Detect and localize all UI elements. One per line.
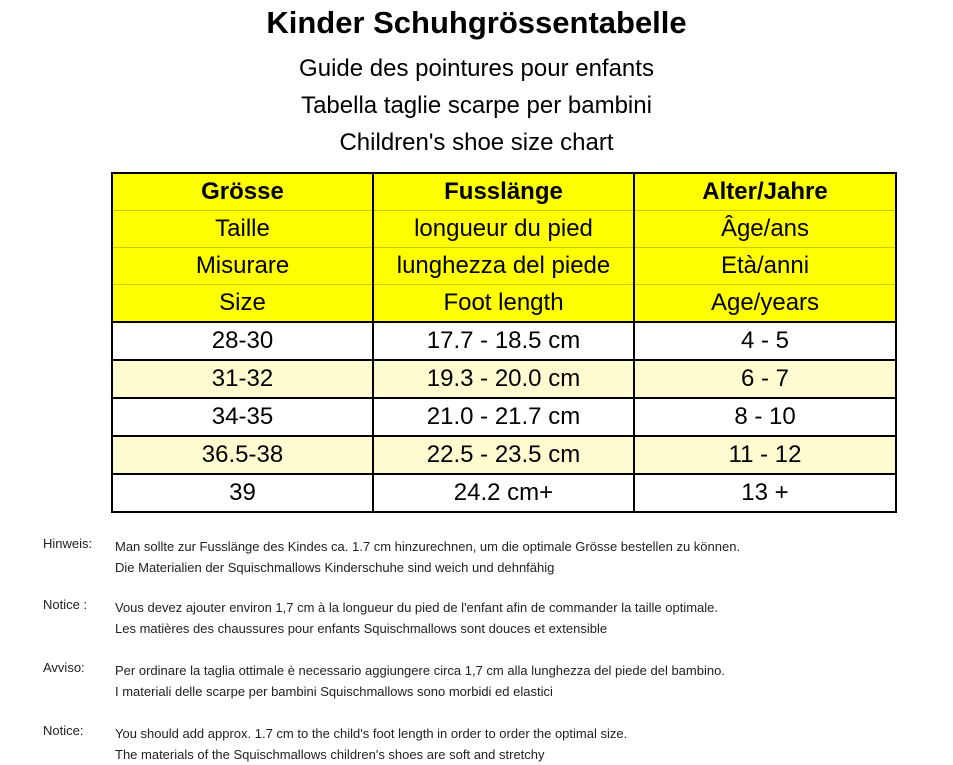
header-cell-size: Grösse	[112, 173, 373, 211]
header-cell-foot-length: Fusslänge	[373, 173, 634, 211]
header-cell-size: Taille	[112, 211, 373, 248]
note-line: Vous devez ajouter environ 1,7 cm à la longueur du pied de l'enfant afin de commander la taille optimale.	[115, 600, 719, 615]
note-text	[115, 597, 915, 639]
foot-length-cell: 21.0 - 21.7 cm	[373, 398, 634, 436]
note-line: Les matières des chaussures pour enfants Squischmallows sont douces et extensible	[115, 621, 608, 636]
header-cell-age: Età/anni	[634, 248, 896, 285]
note-label: Notice :	[43, 597, 88, 612]
subtitle-italian: Tabella taglie scarpe per bambini	[301, 92, 652, 119]
header-cell-foot-length: longueur du pied	[373, 211, 634, 248]
foot-length-cell: 22.5 - 23.5 cm	[373, 436, 634, 474]
size-cell: 28-30	[112, 322, 373, 360]
note-line: I materiali delle scarpe per bambini Squischmallows sono morbidi ed elastici	[115, 684, 553, 699]
header-row-french	[112, 211, 896, 248]
page-title: Kinder Schuhgrössentabelle	[266, 5, 687, 40]
note-text	[115, 536, 915, 578]
age-cell: 4 - 5	[634, 322, 896, 360]
table-row	[112, 360, 896, 398]
age-cell: 8 - 10	[634, 398, 896, 436]
age-cell: 13 +	[634, 474, 896, 512]
foot-length-cell: 24.2 cm+	[373, 474, 634, 512]
note-line: The materials of the Squischmallows children's shoes are soft and stretchy	[115, 747, 545, 762]
age-cell: 11 - 12	[634, 436, 896, 474]
note-line: You should add approx. 1.7 cm to the child's foot length in order to order the optimal size.	[115, 726, 628, 741]
table-row	[112, 436, 896, 474]
size-cell: 39	[112, 474, 373, 512]
size-cell: 36.5-38	[112, 436, 373, 474]
size-cell: 34-35	[112, 398, 373, 436]
header-cell-age: Alter/Jahre	[634, 173, 896, 211]
foot-length-cell: 17.7 - 18.5 cm	[373, 322, 634, 360]
table-row	[112, 474, 896, 512]
note-label: Avviso:	[43, 660, 85, 675]
header-cell-size: Misurare	[112, 248, 373, 285]
note-label: Notice:	[43, 723, 84, 738]
header-cell-age: Age/years	[634, 285, 896, 323]
size-table	[111, 172, 897, 513]
header-cell-size: Size	[112, 285, 373, 323]
header-cell-age: Âge/ans	[634, 211, 896, 248]
note-line: Man sollte zur Fusslänge des Kindes ca. 1.7 cm hinzurechnen, um die optimale Grösse bestellen zu können.	[115, 539, 741, 554]
header-row-italian	[112, 248, 896, 285]
note-text	[115, 660, 915, 702]
header-row-german	[112, 173, 896, 211]
table-row	[112, 322, 896, 360]
note-line: Per ordinare la taglia ottimale è necessario aggiungere circa 1,7 cm alla lunghezza del piede del bambino.	[115, 663, 725, 678]
subtitle-french: Guide des pointures pour enfants	[299, 55, 654, 82]
note-line: Die Materialien der Squischmallows Kinderschuhe sind weich und dehnfähig	[115, 560, 555, 575]
note-label: Hinweis:	[43, 536, 93, 551]
age-cell: 6 - 7	[634, 360, 896, 398]
foot-length-cell: 19.3 - 20.0 cm	[373, 360, 634, 398]
subtitle-english: Children's shoe size chart	[339, 129, 614, 156]
header-cell-foot-length: lunghezza del piede	[373, 248, 634, 285]
size-cell: 31-32	[112, 360, 373, 398]
table-row	[112, 398, 896, 436]
header-cell-foot-length: Foot length	[373, 285, 634, 323]
header-row-english	[112, 285, 896, 323]
note-text	[115, 723, 915, 765]
